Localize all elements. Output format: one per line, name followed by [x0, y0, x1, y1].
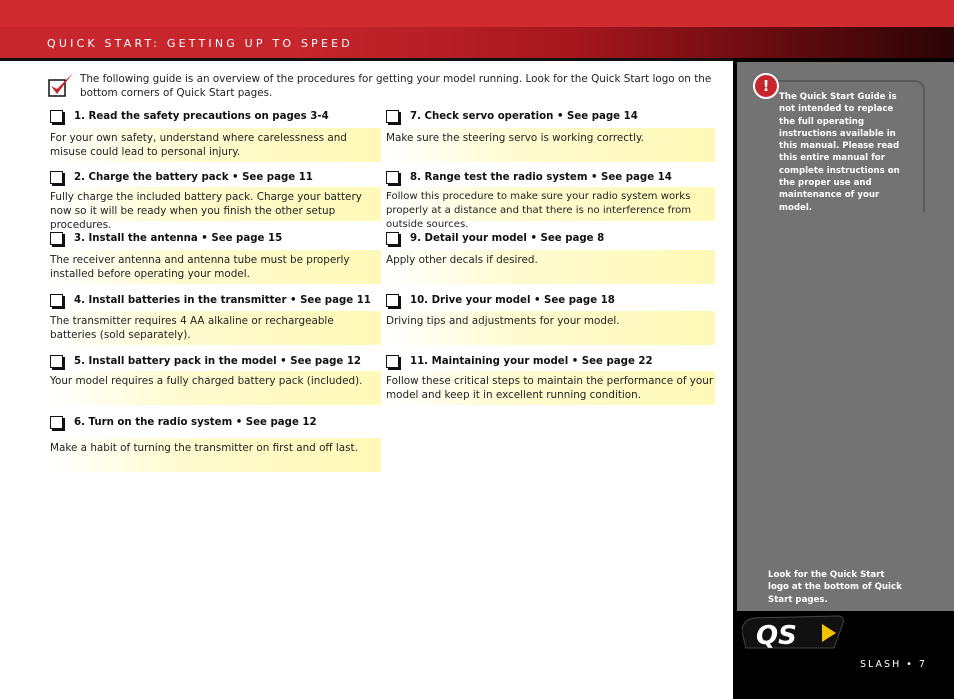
- page-footer: SLASH • 7: [860, 659, 927, 670]
- item-desc: For your own safety, understand where carelessness and misuse could lead to personal injury.: [47, 128, 381, 162]
- checkbox-icon: [386, 355, 399, 368]
- checkbox-icon: [50, 171, 63, 184]
- note-text: The Quick Start Guide is not intended to replace the full operating instructions available in this manual. Please read this entire manual for complete instructions on the proper use and maintenance of your model.: [779, 92, 900, 213]
- quick-start-logo-icon: [742, 614, 846, 652]
- item-title: 3. Install the antenna • See page 15: [74, 233, 283, 244]
- item-desc: Follow these critical steps to maintain the performance of your model and keep it in excellent running condition.: [383, 371, 715, 405]
- checkbox-icon: [386, 110, 399, 123]
- item-title: 1. Read the safety precautions on pages 3-4: [74, 111, 329, 122]
- item-desc: The receiver antenna and antenna tube must be properly installed before operating your model.: [47, 250, 381, 284]
- item-desc: Follow this procedure to make sure your radio system works properly at a distance and that there is no interference from outside sources.: [383, 187, 715, 221]
- item-desc: Make sure the steering servo is working correctly.: [383, 128, 715, 162]
- checkbox-icon: [50, 416, 63, 429]
- checkbox-icon: [50, 294, 63, 307]
- item-title: 7. Check servo operation • See page 14: [410, 111, 638, 122]
- item-title: 2. Charge the battery pack • See page 11: [74, 172, 313, 183]
- item-title: 5. Install battery pack in the model • See page 12: [74, 356, 362, 367]
- item-desc: The transmitter requires 4 AA alkaline or rechargeable batteries (sold separately).: [47, 311, 381, 345]
- item-desc: Your model requires a fully charged battery pack (included).: [47, 371, 381, 405]
- intro-text: The following guide is an overview of the procedures for getting your model running. Look for the Quick Start logo on the bottom corners of Quick Start pages.: [80, 73, 712, 99]
- item-desc: Apply other decals if desired.: [383, 250, 715, 284]
- page-title: QUICK START: GETTING UP TO SPEED: [47, 37, 353, 50]
- header-divider: [0, 58, 733, 61]
- item-title: 8. Range test the radio system • See page 14: [410, 172, 672, 183]
- checkbox-icon: [50, 110, 63, 123]
- logo-text: QS: [756, 621, 797, 651]
- item-title: 10. Drive your model • See page 18: [410, 295, 615, 306]
- item-desc: Fully charge the included battery pack. Charge your battery now so it will be ready when you finish the other setup procedures.: [47, 187, 381, 221]
- warning-icon: !: [753, 73, 779, 99]
- item-title: 6. Turn on the radio system • See page 12: [74, 417, 317, 428]
- item-desc: Driving tips and adjustments for your model.: [383, 311, 715, 345]
- checkbox-icon: [386, 232, 399, 245]
- checkbox-icon: [50, 232, 63, 245]
- checkbox-icon: [50, 355, 63, 368]
- checkmark-icon: [47, 71, 75, 99]
- item-title: 4. Install batteries in the transmitter • See page 11: [74, 295, 371, 306]
- item-title: 11. Maintaining your model • See page 22: [410, 356, 653, 367]
- checkbox-icon: [386, 294, 399, 307]
- checkbox-icon: [386, 171, 399, 184]
- header-top-band: [0, 0, 954, 27]
- item-title: 9. Detail your model • See page 8: [410, 233, 605, 244]
- item-desc: Make a habit of turning the transmitter on first and off last.: [47, 438, 381, 472]
- look-text: Look for the Quick Start logo at the bottom of Quick Start pages.: [768, 570, 902, 605]
